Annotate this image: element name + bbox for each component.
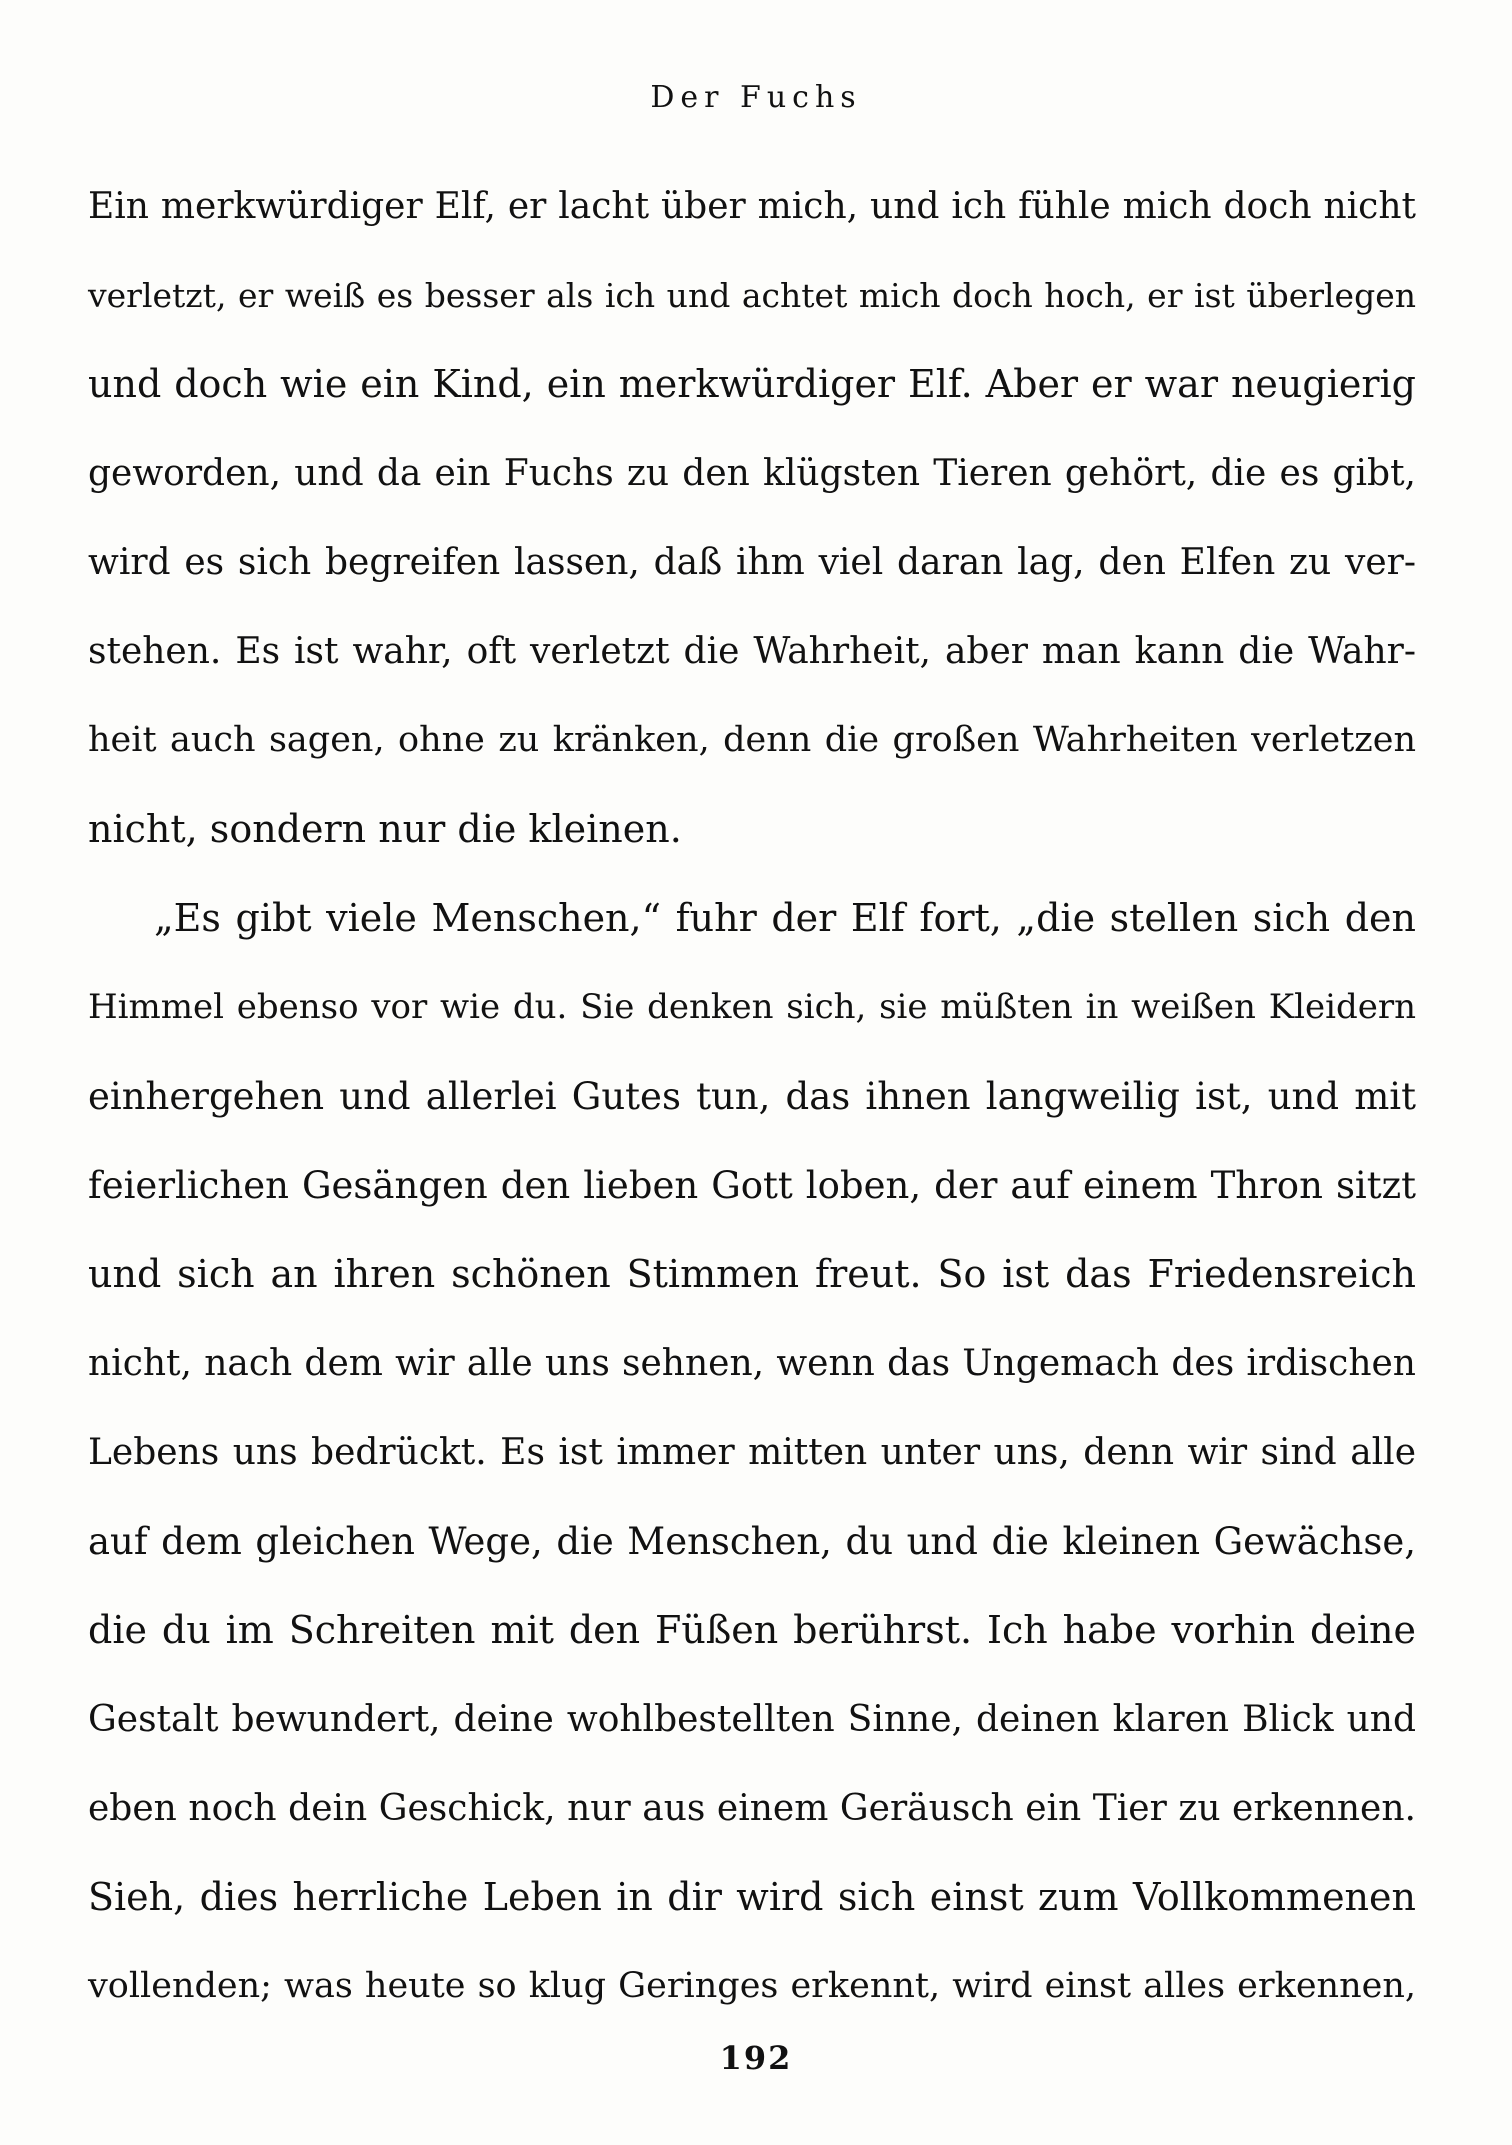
running-head: Der Fuchs bbox=[650, 80, 862, 115]
body-text bbox=[88, 162, 1416, 2031]
text-line: Sieh, dies herrliche Leben in dir wird sich einst zum Vollkommenen bbox=[88, 1875, 1416, 1919]
text-line: verletzt, er weiß es besser als ich und achtet mich doch hoch, er ist überlegen bbox=[88, 276, 1416, 315]
text-line: wird es sich begreifen lassen, daß ihm viel daran lag, den Elfen zu ver- bbox=[88, 542, 1416, 583]
text-line: und sich an ihren schönen Stimmen freut. So ist das Friedensreich bbox=[88, 1252, 1416, 1296]
text-line: nicht, sondern nur die kleinen. bbox=[88, 807, 682, 851]
page-number: 192 bbox=[719, 2039, 793, 2077]
text-line: Himmel ebenso vor wie du. Sie denken sich, sie müßten in weißen Kleidern bbox=[88, 987, 1416, 1027]
text-line: heit auch sagen, ohne zu kränken, denn die großen Wahrheiten verletzen bbox=[88, 720, 1416, 760]
text-line: Gestalt bewundert, deine wohlbestellten Sinne, deinen klaren Blick und bbox=[88, 1699, 1416, 1740]
text-line: Lebens uns bedrückt. Es ist immer mitten unter uns, denn wir sind alle bbox=[88, 1432, 1416, 1473]
text-line: feierlichen Gesängen den lieben Gott loben, der auf einem Thron sitzt bbox=[88, 1164, 1416, 1207]
text-line: Ein merkwürdiger Elf, er lacht über mich, und ich fühle mich doch nicht bbox=[88, 186, 1416, 227]
text-line: eben noch dein Geschick, nur aus einem Geräusch ein Tier zu erkennen. bbox=[88, 1788, 1416, 1829]
text-line: geworden, und da ein Fuchs zu den klügsten Tieren gehört, die es gibt, bbox=[88, 453, 1416, 494]
text-line: stehen. Es ist wahr, oft verletzt die Wahrheit, aber man kann die Wahr- bbox=[88, 631, 1416, 672]
text-line: die du im Schreiten mit den Füßen berührst. Ich habe vorhin deine bbox=[88, 1608, 1416, 1652]
text-line: und doch wie ein Kind, ein merkwürdiger Elf. Aber er war neugierig bbox=[88, 362, 1416, 406]
text-line: auf dem gleichen Wege, die Menschen, du und die kleinen Gewächse, bbox=[88, 1520, 1416, 1563]
text-line: „Es gibt viele Menschen,“ fuhr der Elf fort, „die stellen sich den bbox=[154, 896, 1416, 940]
text-line: nicht, nach dem wir alle uns sehnen, wenn das Ungemach des irdischen bbox=[88, 1343, 1416, 1384]
text-line: einhergehen und allerlei Gutes tun, das ihnen langweilig ist, und mit bbox=[88, 1075, 1416, 1118]
text-line: vollenden; was heute so klug Geringes erkennt, wird einst alles erkennen, bbox=[88, 1966, 1416, 2006]
